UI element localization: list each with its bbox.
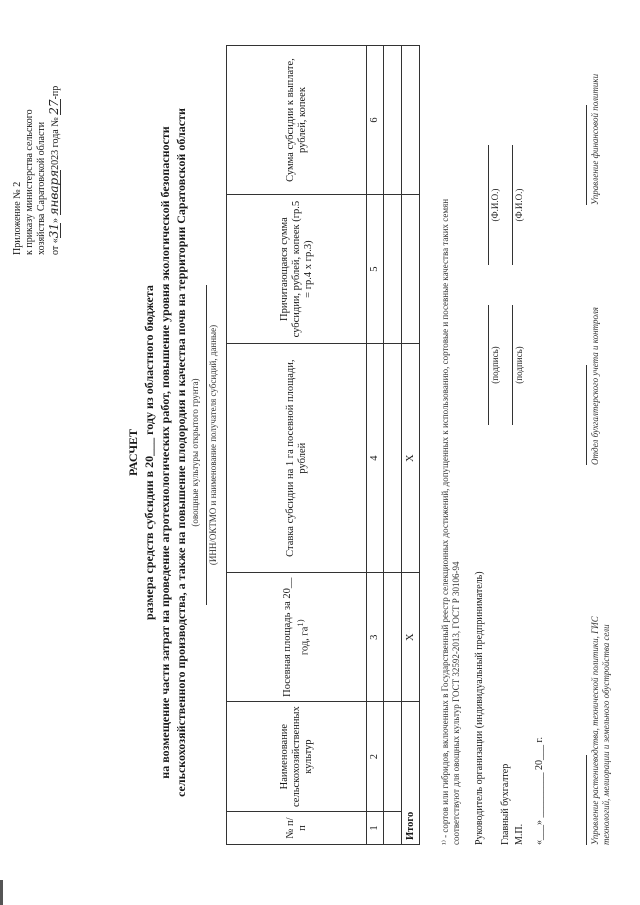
bottom-middle: Отдел бухгалтерского учета и контроля	[590, 307, 600, 465]
header-area-footnote: 1)	[294, 619, 305, 627]
bottom-left-line	[586, 755, 587, 845]
head-label: Руководитель организации (индивидуальный предприниматель)	[474, 571, 485, 845]
empty-cell	[384, 344, 402, 573]
head-sign-line	[488, 305, 489, 425]
appendix-line-2: к приказу министерства сельского	[24, 109, 35, 255]
header-area	[227, 573, 367, 702]
header-num: № п/п	[227, 812, 367, 845]
total-label: Итого	[402, 702, 420, 845]
number-suffix: -пр	[50, 85, 61, 100]
num-cell: 3	[367, 573, 384, 702]
doc-subtitle-3: сельскохозяйственного производства, а также на повышение плодородия и качества почв на территории Саратовской области	[174, 108, 188, 797]
group-caption: (овощные культуры открытого грунта)	[190, 378, 200, 527]
acc-fio-line	[512, 145, 513, 265]
empty-cell	[384, 46, 402, 195]
empty-cell	[384, 702, 402, 812]
bottom-right: Управление финансовой политики	[590, 73, 600, 205]
acc-fio: (Ф.И.О.)	[514, 188, 524, 222]
table-row-empty	[384, 46, 402, 845]
head-fio-line	[488, 145, 489, 265]
total-area: X	[402, 573, 420, 702]
num-cell: 1	[367, 812, 384, 845]
header-rate: Ставка субсидии на 1 га посевной площади, рублей	[227, 344, 367, 573]
empty-cell	[384, 195, 402, 344]
bottom-right-line	[586, 105, 587, 205]
date-line: «___» _________ 20___ г.	[534, 737, 545, 845]
accountant-label: Главный бухгалтер	[500, 763, 511, 845]
acc-podpis: (подпись)	[514, 346, 524, 384]
bottom-left-1: Управление растениеводства, технической политики, ГИС	[590, 616, 600, 845]
header-payout: Сумма субсидии к выплате, рублей, копеек	[227, 46, 367, 195]
total-payout	[402, 46, 420, 195]
num-cell: 5	[367, 195, 384, 344]
empty-cell	[384, 573, 402, 702]
date-prefix: от «	[50, 238, 61, 255]
header-area-text: Посевная площадь за 20__ год, га	[281, 577, 311, 697]
header-crop: Наименование сельскохозяйственных культур	[227, 702, 367, 812]
mp-label: М.П.	[514, 823, 525, 845]
total-due	[402, 195, 420, 344]
num-cell: 2	[367, 702, 384, 812]
table-row-total	[402, 46, 420, 845]
inn-line	[206, 285, 207, 605]
doc-subtitle-1: размера средств субсидии в 20___ году из областного бюджета	[142, 285, 156, 620]
head-fio: (Ф.И.О.)	[490, 188, 500, 222]
appendix-line-3: хозяйства Саратовской области	[36, 121, 47, 255]
header-due: Причитающаяся сумма субсидии, рублей, копеек (гр.5 = гр.4 х гр.3)	[227, 195, 367, 344]
total-rate: X	[402, 344, 420, 573]
num-cell: 6	[367, 46, 384, 195]
bottom-mid-line	[586, 365, 587, 465]
year-suffix: 2023 года №	[50, 117, 61, 170]
head-podpis: (подпись)	[490, 346, 500, 384]
handwritten-number: 27	[47, 99, 61, 115]
footnote	[440, 25, 462, 845]
doc-title: РАСЧЕТ	[126, 428, 140, 477]
handwritten-day: 31	[47, 222, 61, 239]
bottom-left-2: технологий, мелиорации и земельного обустройства сели	[601, 624, 611, 845]
subsidy-table	[226, 45, 420, 845]
num-cell: 4	[367, 344, 384, 573]
appendix-line-1: Приложение № 2	[12, 181, 23, 255]
footnote-line-1: ¹⁾ - сортов или гибридов, включенных в Государственный реестр селекционных достижений, допущенных к использованию, сортовые и посевные качества таких семян	[440, 198, 450, 845]
appendix-date-line	[48, 15, 62, 255]
footnote-line-2: соответствуют для овощных культур ГОСТ 32592-2013, ГОСТ Р 30106-94	[451, 561, 461, 845]
doc-subtitle-2: на возмещение части затрат на проведение агротехнологических работ, повышение уровня экологической безопасности	[158, 126, 172, 779]
empty-cell	[384, 812, 402, 845]
inn-caption: (ИНН/ОКТМО и наименование получателя субсидий, данные)	[208, 324, 218, 566]
handwritten-month: января	[47, 169, 61, 216]
date-mid: »	[50, 217, 61, 223]
acc-sign-line	[512, 305, 513, 425]
table-row-numbers	[367, 46, 384, 845]
table-header-row	[227, 46, 367, 845]
bottom-left	[590, 485, 612, 845]
appendix-block	[12, 15, 62, 255]
